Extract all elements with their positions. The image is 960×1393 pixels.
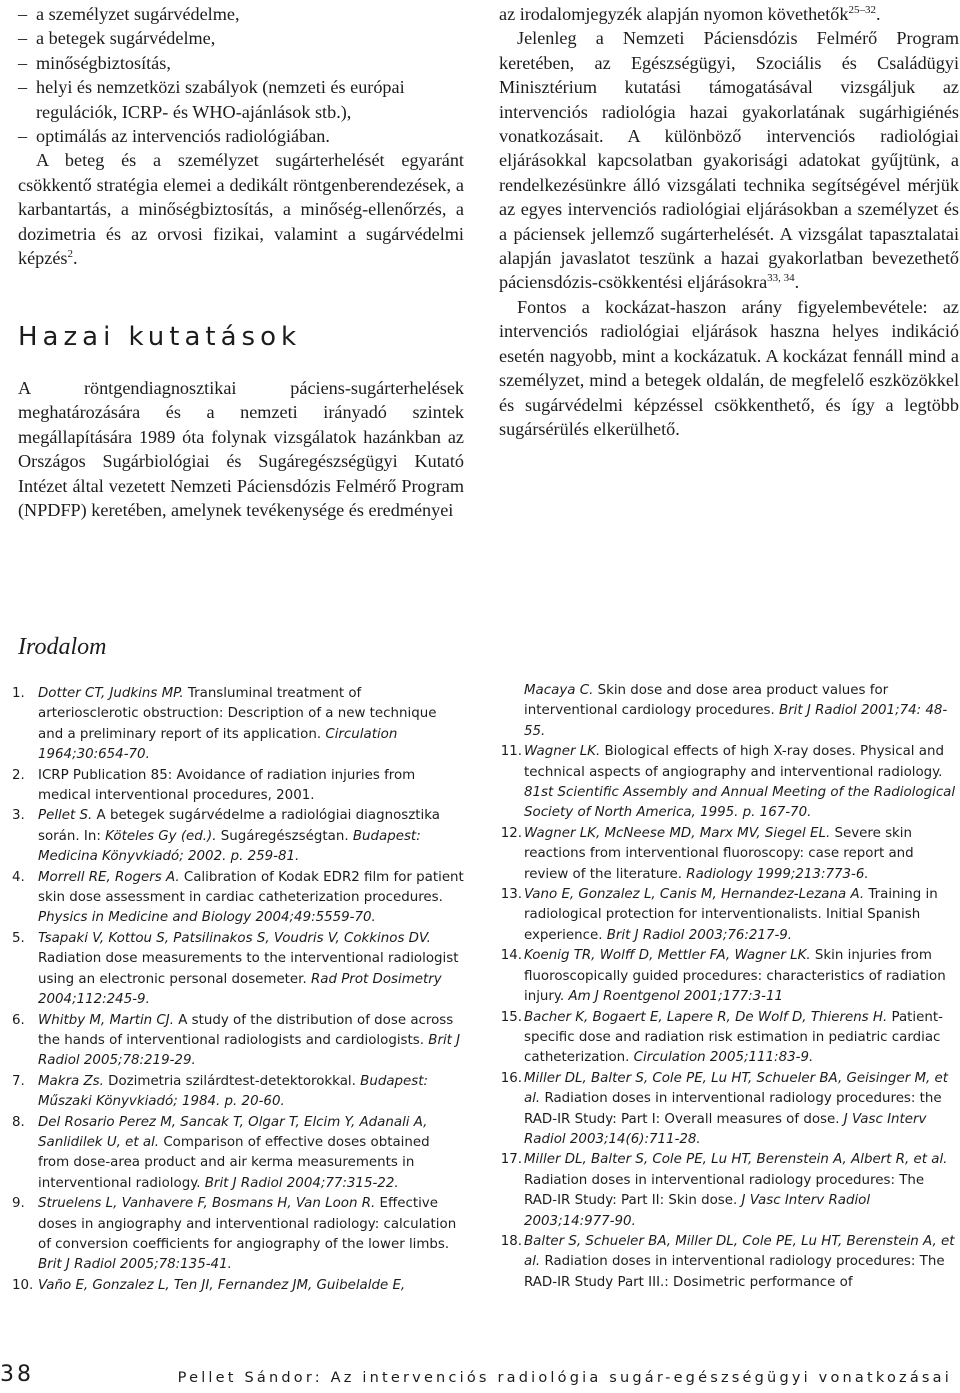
topic-list-text: minőségbiztosítás,: [36, 52, 171, 73]
topic-list-item: [18, 124, 464, 148]
reference-item: [494, 946, 960, 1007]
reference-item: [494, 1232, 960, 1293]
reference-number: 5.: [12, 930, 25, 946]
reference-source: Budapest: Medicina Könyvkiadó; 2002. p. 259-81.: [38, 828, 421, 865]
reference-item: [494, 1150, 960, 1232]
references-list-right: [494, 681, 960, 1293]
reference-text: Skin dose and dose area product values for interventional cardiology procedures.: [524, 683, 889, 719]
reference-number: 12.: [500, 825, 522, 841]
reference-text: Biological effects of high X-ray doses. Physical and technical aspects of angiography and interventional radiology.: [524, 744, 944, 780]
reference-number: 8.: [12, 1114, 25, 1130]
reference-text: Training in radiological protection for interventionalists. Initial Spanish experience.: [524, 887, 938, 943]
dash-bullet: –: [18, 28, 28, 49]
reference-authors: Macaya C.: [524, 683, 594, 698]
reference-authors: Dotter CT, Judkins MP.: [38, 686, 184, 701]
reference-item: [494, 1069, 960, 1151]
topic-list-text: optimálás az intervenciós radiológiában.: [36, 126, 330, 147]
reference-authors: Wagner LK, McNeese MD, Marx MV, Siegel EL.: [524, 825, 831, 841]
reference-authors: Del Rosario Perez M, Sancak T, Olgar T, Elcim Y, Adanali A, Sanlidilek U, et al.: [38, 1114, 428, 1150]
reference-authors: Morrell RE, Rogers A.: [38, 869, 180, 885]
reference-source: Brit J Radiol 2005;78:219-29.: [38, 1032, 461, 1069]
reference-source: Rad Prot Dosimetry 2004;112:245-9.: [38, 971, 442, 1008]
reference-source: Köteles Gy (ed.).: [105, 828, 217, 844]
reference-number: 10.: [12, 1277, 34, 1293]
references-heading: Irodalom: [18, 634, 107, 660]
reference-item: [494, 885, 960, 946]
running-title: Pellet Sándor: Az intervenciós radiológia sugár-egészségügyi vonatkozásai: [177, 1370, 952, 1386]
topic-list-item: [18, 26, 464, 50]
reference-source: Budapest: Műszaki Könyvkiadó; 1984. p. 20-60.: [38, 1073, 428, 1110]
reference-source: J Vasc Interv Radiol 2003;14(6):711-28.: [524, 1111, 927, 1147]
paragraph-risk-benefit: Fontos a kockázat-haszon arány figyelembevétele: az intervenciós radiológiai eljárások haszna helyes indikáció esetén nagyobb, mint a kockázatuk. A kockázat fennáll mind a személyzet, mind a betegek oldalán, de megfelelő eszközökkel és sugárvédelmi képzéssel csökkenthető, és így a legtöbb sugársérülés elkerülhető.: [499, 296, 959, 439]
right-column: [499, 2, 959, 441]
reference-text: Effective doses in angiography and interventional radiology: calculation of conversion coefficients for angiography of the lower limbs.: [38, 1196, 457, 1252]
reference-number: 3.: [12, 808, 25, 824]
reference-item: [8, 868, 464, 929]
reference-text: A betegek sugárvédelme a radiológiai diagnosztika során. In:: [38, 808, 440, 844]
reference-number: 15.: [500, 1009, 522, 1025]
reference-authors: Struelens L, Vanhavere F, Bosmans H, Van Loon R.: [38, 1196, 376, 1212]
reference-item: [8, 806, 464, 867]
section-heading: Hazai kutatások: [18, 322, 302, 352]
dash-bullet: –: [18, 52, 28, 73]
reference-authors: Whitby M, Martin CJ.: [38, 1012, 174, 1028]
topic-list-item: [18, 51, 464, 75]
reference-item: [8, 1011, 464, 1072]
reference-authors: Tsapaki V, Kottou S, Patsilinakos S, Voudris V, Cokkinos DV.: [38, 930, 431, 946]
topic-list-item: [18, 75, 464, 124]
reference-item: [8, 684, 464, 766]
dash-bullet: –: [18, 4, 28, 24]
reference-text: Severe skin reactions from interventional fluoroscopy: case report and review of the literature.: [524, 825, 914, 882]
reference-authors: Miller DL, Balter S, Cole PE, Lu HT, Berenstein A, Albert R, et al.: [524, 1152, 948, 1168]
reference-source: 81st Scientific Assembly and Annual Meeting of the Radiological Society of North America, 1995. p. 167-70.: [524, 785, 956, 821]
left-column-top: [18, 2, 464, 270]
reference-text: ICRP Publication 85: Avoidance of radiation injuries from medical interventional procedures, 2001.: [38, 767, 416, 804]
reference-number: 7.: [12, 1073, 25, 1089]
reference-text: A study of the distribution of dose across the hands of interventional radiologists and cardiologists.: [38, 1012, 454, 1048]
reference-item: [494, 1008, 960, 1069]
reference-source: Brit J Radiol 2004;77:315-22.: [204, 1175, 399, 1191]
page-number: 38: [0, 1362, 34, 1387]
reference-number: 13.: [500, 887, 522, 903]
reference-item: [8, 929, 464, 1011]
reference-item: [8, 766, 464, 807]
reference-authors: Miller DL, Balter S, Cole PE, Lu HT, Schueler BA, Geisinger M, et al.: [524, 1070, 949, 1107]
reference-source: Brit J Radiol 2005;78:135-41.: [38, 1257, 232, 1273]
reference-text: Calibration of Kodak EDR2 film for patient skin dose assessment in cardiac catheterization procedures.: [38, 869, 464, 906]
reference-text: Patient-specific dose and radiation risk estimation in pediatric cardiac catheterization.: [524, 1009, 943, 1066]
reference-number: 9.: [12, 1196, 25, 1212]
reference-source: Am J Roentgenol 2001;177:3-11: [568, 989, 784, 1005]
reference-authors: Vano E, Gonzalez L, Canis M, Hernandez-Lezana A.: [524, 887, 865, 903]
reference-number: 4.: [12, 869, 25, 885]
reference-authors: Vaño E, Gonzalez L, Ten JI, Fernandez JM, Guibelalde E,: [38, 1277, 406, 1293]
reference-text: Sugáregészségtan.: [216, 828, 353, 844]
reference-text: Skin injuries from fluoroscopically guided procedures: characteristics of radiation injury.: [524, 948, 946, 1005]
paragraph-continuation: az irodalomjegyzék alapján nyomon követhetők$^{25-32}$.: [499, 3, 881, 24]
reference-source: Brit J Radiol 2001;74: 48-55.: [524, 703, 948, 739]
dash-bullet: –: [18, 77, 28, 98]
reference-number: 16.: [500, 1070, 522, 1086]
reference-text: Radiation dose measurements to the interventional radiologist using an electronic personal dosemeter.: [38, 951, 459, 987]
reference-authors: Makra Zs.: [38, 1073, 104, 1089]
reference-text: Radiation doses in interventional radiology procedures: The RAD-IR Study Part III.: Dosimetric performance of: [524, 1254, 945, 1290]
dash-bullet: –: [18, 126, 28, 147]
reference-source: J Vasc Interv Radiol 2003;14:977-90.: [524, 1193, 871, 1229]
reference-item: [8, 1072, 464, 1113]
reference-authors: Koenig TR, Wolff D, Mettler FA, Wagner LK.: [524, 948, 811, 964]
topic-list-item: [18, 2, 464, 26]
reference-text: Radiation doses in interventional radiology procedures: the RAD-IR Study: Part I: Overall measures of dose.: [524, 1091, 942, 1127]
reference-item: [494, 681, 960, 742]
paragraph-strategy: A beteg és a személyzet sugárterhelését egyaránt csökkentő stratégia elemei a dedikált röntgenberendezések, a karbantartás, a minőségbiztosítás, a minőség-ellenőrzés, a dozimetria és az orvosi fizikai, valamint a sugárvédelmi képzés$^2$.: [18, 150, 464, 269]
reference-item: [8, 1276, 464, 1296]
reference-source: Brit J Radiol 2003;76:217-9.: [606, 927, 793, 943]
reference-authors: Wagner LK.: [524, 744, 601, 760]
reference-source: Radiology 1999;213:773-6.: [686, 866, 869, 882]
reference-text: Transluminal treatment of arteriosclerotic obstruction: Description of a new technique and a preliminary report of its application.: [38, 686, 437, 742]
left-column-bottom: [18, 376, 464, 522]
reference-authors: Balter S, Schueler BA, Miller DL, Cole PE, Lu HT, Berenstein A, et al.: [524, 1233, 955, 1270]
reference-source: Circulation 2005;111:83-9.: [633, 1050, 814, 1066]
reference-number: 2.: [12, 767, 25, 783]
reference-number: 14.: [500, 948, 522, 964]
topic-list-text: helyi és nemzetközi szabályok (nemzeti és európai regulációk, ICRP- és WHO-ajánlások stb.),: [36, 77, 405, 122]
reference-source: Physics in Medicine and Biology 2004;49:5559-70.: [38, 910, 376, 926]
reference-number: 17.: [500, 1152, 522, 1168]
reference-text: Radiation doses in interventional radiology procedures: The RAD-IR Study: Part II: Skin dose.: [524, 1172, 925, 1209]
reference-number: 1.: [12, 686, 25, 701]
reference-number: 11.: [500, 744, 522, 760]
reference-text: Comparison of effective doses obtained from dose-area product and air kerma measurements in interventional radiology.: [38, 1134, 430, 1191]
references-list-left: [8, 684, 464, 1296]
topic-list: [18, 2, 464, 148]
reference-source: Circulation 1964;30:654-70.: [38, 726, 398, 763]
reference-item: [494, 742, 960, 824]
reference-authors: Bacher K, Bogaert E, Lapere R, De Wolf D, Thierens H.: [524, 1009, 888, 1025]
reference-item: [8, 1194, 464, 1276]
reference-number: 18.: [500, 1233, 522, 1249]
reference-text: Dozimetria szilárdtest-detektorokkal.: [103, 1073, 361, 1089]
reference-item: [8, 1113, 464, 1195]
reference-authors: Pellet S.: [38, 808, 93, 824]
paragraph-program: Jelenleg a Nemzeti Páciensdózis Felmérő Program keretében, az Egészségügyi, Szociális és Családügyi Minisztérium kutatási támogatásával vizsgáljuk az intervenciós radiológia hazai gyakorlatának sugárhigiénés vonatkozásait. A különböző intervenciós radiológiai eljárásokkal kapcsolatban gyakorisági adatokat gyűjtünk, a rendelkezésünkre álló vizsgálati technika segítségével mérjük az egyes intervenciós radiológiai eljárásokban a személyzet és a páciensek jellemző sugárterhelését. A vizsgálat tapasztalatai alapján javaslatot teszünk a hazai gyakorlatban bevezethető páciensdózis-csökkentési eljárásokra$^{33, 34}$.: [499, 28, 959, 293]
topic-list-text: a betegek sugárvédelme,: [36, 28, 216, 49]
reference-item: [494, 824, 960, 885]
topic-list-text: a személyzet sugárvédelme,: [36, 4, 240, 24]
paragraph-research: A röntgendiagnosztikai páciens-sugárterhelések meghatározására és a nemzeti irányadó szintek megállapítására 1989 óta folynak vizsgálatok hazánkban az Országos Sugárbiológiai és Sugáregészségügyi Kutató Intézet által vezetett Nemzeti Páciensdózis Felmérő Program (NPDFP) keretében, amelynek tevékenysége és eredményei: [18, 378, 464, 521]
reference-number: 6.: [12, 1012, 25, 1028]
